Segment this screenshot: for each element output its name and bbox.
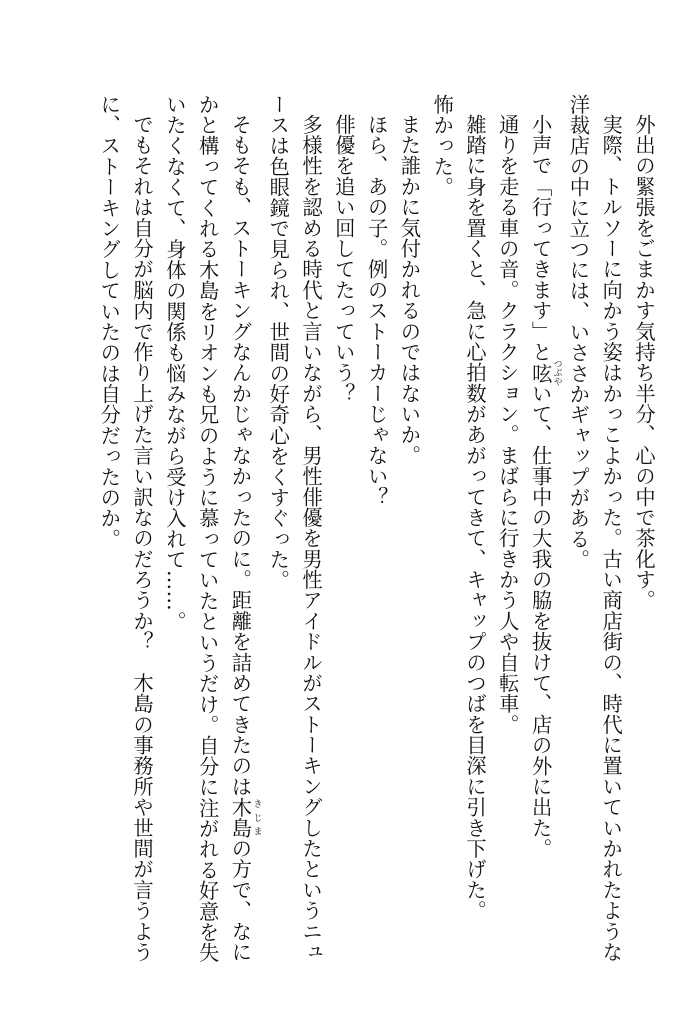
text-line: 実際、トルソーに向かう姿はかっこよかった。古い商店街の、時代に置いていかれたような — [599, 114, 624, 963]
text-line: 洋裁店の中に立つには、いささかギャップがある。 — [566, 94, 591, 570]
text-line: 怖かった。 — [430, 94, 455, 198]
text-line: 通りを走る車の音。クラクション。まばらに行きかう人や自転車。 — [495, 114, 520, 735]
text-line: ースは色眼鏡で見られ、世間の好奇心をくすぐった。 — [266, 94, 291, 591]
text-line-with-ruby: 小声で「行ってきます」と呟 つぶやいて、仕事中の大我の脇を抜けて、店の外に出た。 — [528, 114, 562, 860]
text-line: ほら、あの子。例のストーカーじゃない？ — [364, 114, 389, 508]
text-line: に、ストーキングしていたのは自分だったのか。 — [97, 94, 122, 550]
text-line: また誰かに気付かれるのではないか。 — [397, 114, 422, 467]
text-line-with-ruby: そもそも、ストーキングなんかじゃなかったのに。距離を詰めてきたのは木島 きじまの方で、なに — [228, 114, 262, 963]
text-line: かと構ってくれる木島をリオンも兄のように慕っていたというだけ。自分に注がれる好意を失 — [195, 94, 220, 963]
ruby-reading: きじま — [251, 797, 262, 839]
text-line: 雑踏に身を置くと、急に心拍数があがってきて、キャップのつばを目深に引き下げた。 — [463, 114, 488, 922]
ruby-reading: つぶや — [551, 359, 562, 387]
text-line: でもそれは自分が脳内で作り上げた言い訳なのだろうか？ 木島の事務所や世間が言うよう — [130, 114, 155, 963]
text-line: いたくなくて、身体の関係も悩みながら受け入れて……。 — [162, 94, 187, 632]
text-line: 外出の緊張をごまかす気持ち半分、心の中で茶化す。 — [632, 114, 656, 611]
vertical-text-body — [92, 94, 660, 974]
text-line: 俳優を追い回してたっていう？ — [331, 114, 356, 404]
ruby-annotation: 木島 きじま — [228, 797, 262, 839]
ruby-annotation: 呟 つぶや — [528, 359, 562, 387]
text-line: 多様性を認める時代と言いながら、男性俳優を男性アイドルがストーキングしたというニュ — [299, 114, 324, 963]
